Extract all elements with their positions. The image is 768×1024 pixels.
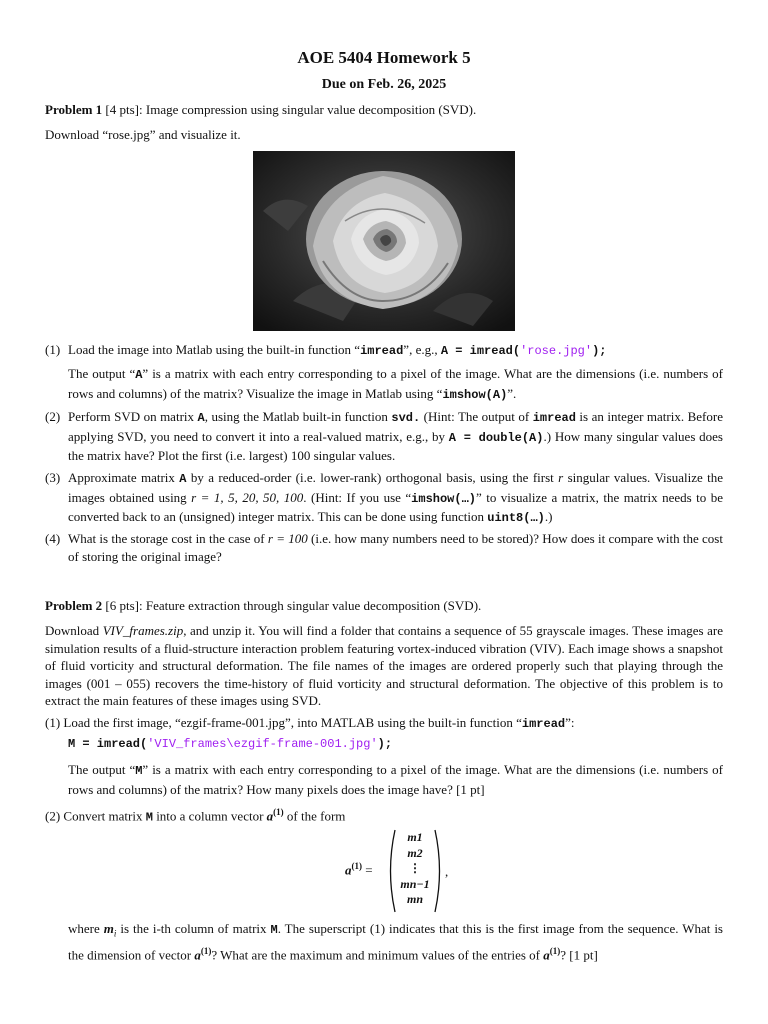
item3-e: singular values. Visualize the images obtained using xyxy=(68,470,723,505)
where-i: i xyxy=(113,928,117,939)
right-paren xyxy=(433,828,445,914)
where-sup2: (1) xyxy=(549,946,561,957)
step1-a: (1) Load the first image, “ezgif-frame-001.jpg”, into MATLAB using the built-in function “ xyxy=(45,715,522,730)
vector-entries xyxy=(397,830,433,908)
eq-comma: , xyxy=(445,864,449,879)
code-string: 'VIV_frames\ezgif-frame-001.jpg' xyxy=(147,737,378,751)
where-a-vec: a xyxy=(194,947,201,963)
item3-imshow: imshow(…) xyxy=(411,491,476,506)
problem1-heading xyxy=(45,101,723,119)
step1p2-a: The output “ xyxy=(68,762,136,777)
eq-sup: (1) xyxy=(351,861,362,871)
problem2-desc: : Feature extraction through singular value decomposition (SVD). xyxy=(139,598,482,613)
item3-r: r xyxy=(558,470,564,485)
item2-double: A = double(A) xyxy=(448,430,544,445)
problem1-desc: : Image compression using singular value decomposition (SVD). xyxy=(139,102,477,117)
step2-a: (2) Convert matrix xyxy=(45,808,146,824)
where-sup1: (1) xyxy=(200,946,212,957)
item2-var: A xyxy=(197,411,205,425)
item1-text-c: ”, e.g., xyxy=(403,342,441,357)
item4-text xyxy=(68,530,723,565)
item1-code-a: A = imread( xyxy=(440,344,521,358)
item2-text xyxy=(68,408,723,465)
where-f: . The superscript (1) indicates that this is the first image from the sequence. What is the dimension of vector xyxy=(68,921,723,963)
problem2-label: Problem 2 xyxy=(45,598,103,613)
item3-var: A xyxy=(179,472,187,486)
item1-p2-var: A xyxy=(135,368,143,382)
item3-i: ” to visualize a matrix, the matrix needs to be converted back to an (unsigned) integer matrix. This can be done using function xyxy=(68,489,723,524)
code-line xyxy=(68,737,392,751)
step2-f: of the form xyxy=(283,808,346,824)
item1-code-string: 'rose.jpg' xyxy=(520,344,593,358)
item4-a: What is the storage cost in the case of xyxy=(68,531,268,546)
step2-c: into a column vector xyxy=(152,808,267,824)
due-date: Due on Feb. 26, 2025 xyxy=(321,77,447,92)
entry-m1: m1 xyxy=(407,830,423,844)
entry-m2: m2 xyxy=(407,845,423,860)
item3-a: Approximate matrix xyxy=(68,470,180,485)
item1-text xyxy=(68,341,723,361)
where-d: is the i-th column of matrix xyxy=(116,921,271,936)
eq-a: a xyxy=(345,862,352,878)
step1-c: ”: xyxy=(565,715,575,730)
item4-number: (4) xyxy=(45,531,61,546)
item1-number: (1) xyxy=(45,342,61,357)
item2-svd: svd. xyxy=(391,411,421,425)
entry-mn: mn xyxy=(406,892,423,906)
intro-a: Download xyxy=(45,623,103,638)
item3-k: .) xyxy=(544,509,553,524)
problem2-step2 xyxy=(45,804,723,827)
item2-a: Perform SVD on matrix xyxy=(68,409,198,424)
intro-zip: VIV_frames.zip xyxy=(102,623,184,638)
where-l: ? [1 pt] xyxy=(560,947,598,963)
where-m: m xyxy=(103,921,114,936)
item3-rvalues: r = 1, 5, 20, 50, 100 xyxy=(191,489,304,505)
page-title: AOE 5404 Homework 5 xyxy=(297,48,471,67)
vector-equation xyxy=(345,828,465,918)
problem1-label: Problem 1 xyxy=(45,102,103,117)
entry-dots: ⋮ xyxy=(409,861,421,875)
item1-code-end: ); xyxy=(592,344,607,358)
item1-p2-code: imshow(A) xyxy=(442,387,508,402)
problem2-pts: [6 pts] xyxy=(105,598,140,613)
item3-uint8: uint8(…) xyxy=(487,511,545,525)
item1-text-a: Load the image into Matlab using the built-in function “ xyxy=(68,342,361,357)
where-a: where xyxy=(68,921,104,936)
where-i-text: ? What are the maximum and minimum values of the entries of xyxy=(211,947,544,963)
step2-vec: a xyxy=(266,808,274,824)
entry-mn-1: mn−1 xyxy=(400,876,430,891)
where-M: M xyxy=(270,923,278,937)
problem2-step1-para2 xyxy=(68,761,723,798)
equation-lhs xyxy=(345,861,373,878)
item3-g: . (Hint: If you use “ xyxy=(303,489,412,505)
problem2-step1 xyxy=(45,714,723,734)
where-a-vec2: a xyxy=(543,947,550,963)
rose-photo xyxy=(253,151,515,331)
item3-text xyxy=(68,469,723,528)
item1-code-imread: imread xyxy=(360,344,404,358)
item2-i: .) How many singular values does the matrix have? Plot the first (i.e. largest) 100 singular values. xyxy=(68,428,723,463)
problem1-download: Download “rose.jpg” and visualize it. xyxy=(45,127,241,142)
item2-e: (Hint: The output of xyxy=(420,409,533,424)
item2-g: is an integer matrix. Before applying SVD, you need to convert it into a real-valued matrix, e.g., by xyxy=(68,409,723,444)
code-end: ); xyxy=(377,737,393,751)
step1p2-var: M xyxy=(135,764,143,778)
step1-imread: imread xyxy=(521,717,566,731)
item3-c: by a reduced-order (i.e. lower-rank) orthogonal basis, using the first xyxy=(186,470,559,485)
item1-p2-c: ” is a matrix with each entry corresponding to a pixel of the image. What are the dimensions (i.e. numbers of rows and columns) of the matrix? Visualize the image in Matlab using “ xyxy=(68,366,723,401)
item1-para2 xyxy=(68,365,723,404)
problem2-where xyxy=(68,920,723,964)
problem2-intro xyxy=(45,622,723,710)
item4-c: (i.e. how many numbers need to be stored)? How does it compare with the cost of storing the original image? xyxy=(68,531,723,564)
step1p2-c: ” is a matrix with each entry corresponding to a pixel of the image. What are the dimensions (i.e. numbers of rows and columns) of the matrix? How many pixels does the image have? [1 pt] xyxy=(68,762,723,797)
item3-number: (3) xyxy=(45,470,61,485)
left-paren xyxy=(385,828,397,914)
rose-image xyxy=(253,151,515,331)
problem2-heading xyxy=(45,597,723,615)
item2-number: (2) xyxy=(45,409,61,424)
step2-sup: (1) xyxy=(273,807,284,817)
item2-c: , using the Matlab built-in function xyxy=(204,409,392,424)
item1-p2-e: ”. xyxy=(507,385,517,401)
item2-imread: imread xyxy=(532,411,576,425)
step2-var: M xyxy=(145,810,153,825)
code-a: M = imread( xyxy=(68,737,148,751)
intro-c: , and unzip it. You will find a folder that contains a sequence of 55 grayscale images. These images are simulation results of a fluid-structure interaction problem featuring vortex-induced vibration (VIV). Each image shows a snapshot of fluid vorticity and structural deformation. The file names of the images are ordered properly such that playing through the images (001 – 055) recovers the time-history of fluid vorticity and structural deformation. The objective of this problem is to extract the main features of these images using SVD. xyxy=(45,623,723,708)
item4-r100: r = 100 xyxy=(267,531,308,546)
eq-equals: = xyxy=(362,862,373,878)
item1-p2-a: The output “ xyxy=(68,366,136,381)
problem1-pts: [4 pts] xyxy=(105,102,140,117)
